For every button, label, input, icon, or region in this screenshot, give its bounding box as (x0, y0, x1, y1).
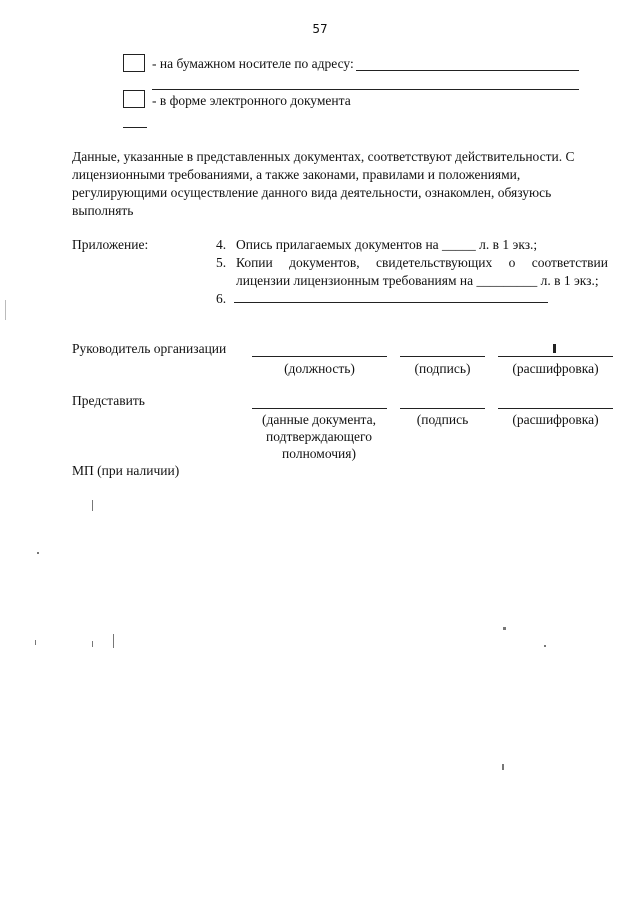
rep-document-line[interactable] (252, 408, 387, 409)
decoding-caption: (расшифровка) (512, 361, 599, 376)
position-caption: (должность) (284, 361, 355, 376)
attachment-5-line1: Копии документов, свидетельствующих о соответствии (236, 255, 608, 270)
statement-paragraph: Данные, указанные в представленных документах, соответствуют действительности. С лицензионными требованиями, а также законами, правилами и положениями, регулирующими осуществление данного вида деятельности, ознакомлен, обязуюсь выполнять (72, 149, 575, 218)
short-separator (123, 127, 147, 128)
rep-document-caption-2: подтверждающего (265, 429, 372, 444)
scan-artifact (503, 627, 506, 630)
signature-line[interactable] (400, 356, 485, 357)
paper-delivery-checkbox[interactable] (123, 54, 145, 72)
address-line-2[interactable] (152, 89, 579, 90)
page-number: 57 (312, 22, 328, 36)
representative-label: Представить (72, 393, 145, 408)
rep-decoding-caption: (расшифровка) (512, 412, 599, 427)
signature-caption: (подпись) (414, 361, 471, 376)
attachment-4-text: Опись прилагаемых документов на _____ л. в 1 экз.; (236, 237, 538, 252)
attachments-label: Приложение: (72, 237, 149, 252)
scan-artifact (92, 500, 93, 511)
decoding-line[interactable] (498, 356, 613, 357)
attachment-5-number: 5. (216, 255, 227, 270)
rep-document-caption-1: (данные документа, (262, 412, 376, 427)
address-line[interactable] (356, 70, 579, 71)
rep-document-caption-3: полномочия) (282, 446, 356, 461)
scan-artifact (113, 634, 114, 648)
head-label: Руководитель организации (72, 341, 227, 356)
paper-delivery-label: - на бумажном носителе по адресу: (152, 56, 354, 71)
rep-signature-line[interactable] (400, 408, 485, 409)
scan-artifact (35, 640, 36, 645)
attachment-4-number: 4. (216, 237, 227, 252)
scan-artifact (502, 764, 504, 770)
rep-signature-caption: (подпись (416, 412, 469, 427)
electronic-delivery-checkbox[interactable] (123, 90, 145, 108)
attachment-5-line2: лицензии лицензионным требованиям на _________ л. в 1 экз.; (236, 273, 599, 288)
scan-artifact (5, 300, 6, 320)
electronic-delivery-label: - в форме электронного документа (152, 93, 351, 108)
ink-mark (553, 344, 556, 353)
scan-artifact (544, 645, 546, 647)
position-line[interactable] (252, 356, 387, 357)
stamp-label: МП (при наличии) (72, 463, 180, 478)
rep-decoding-line[interactable] (498, 408, 613, 409)
scan-artifact (92, 641, 93, 647)
scan-artifact (37, 552, 39, 554)
attachment-6-line[interactable] (234, 302, 548, 303)
attachment-6-number: 6. (216, 291, 227, 306)
